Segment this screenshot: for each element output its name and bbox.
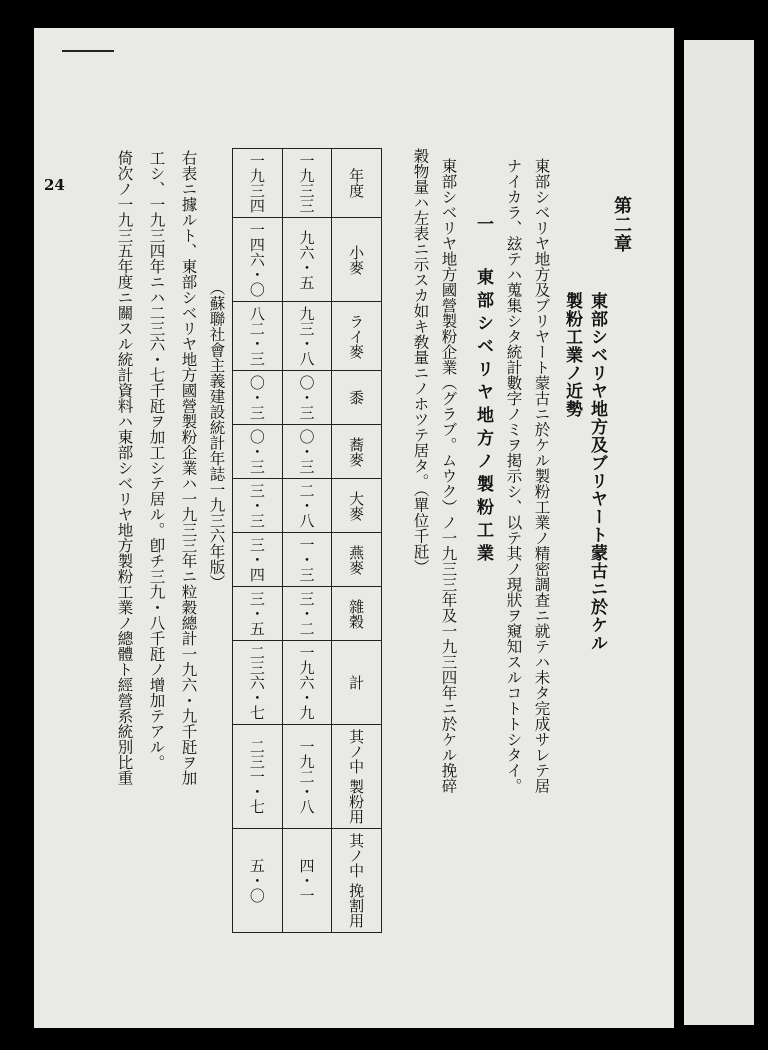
table-cell: 九三・八 — [282, 302, 332, 371]
table-header-cell: 蕎麥 — [332, 425, 382, 479]
table-cell: 一九三四 — [233, 149, 283, 218]
table-cell: 〇・三 — [233, 371, 283, 425]
table-header-cell: 雜穀 — [332, 587, 382, 641]
table-cell: 三・三 — [233, 479, 283, 533]
table-header-cell: ライ麥 — [332, 302, 382, 371]
table-cell: 三・二 — [282, 587, 332, 641]
table-header-row — [332, 149, 382, 933]
intro-line-1: 東部シベリヤ地方及ブリヤート蒙古ニ於ケル製粉工業ノ精密調査ニ就テハ未タ完成サレテ居 — [532, 158, 551, 794]
table-cell: 八二・三 — [233, 302, 283, 371]
table-cell: 三・五 — [233, 587, 283, 641]
header-rule — [62, 50, 114, 52]
table-cell: 二・八 — [282, 479, 332, 533]
table-header-cell: 小麥 — [332, 218, 382, 302]
table-row — [282, 149, 332, 933]
source-note: （蘇聯社會主義建設統計年誌一九三六年版） — [207, 280, 226, 590]
adjacent-page-edge — [684, 40, 754, 1025]
closing-line-3: 倚次ノ一九三五年度ニ關スル統計資料ハ東部シベリヤ地方製粉工業ノ總體ト經營系統別比重 — [115, 150, 134, 786]
table-header-cell: 大麥 — [332, 479, 382, 533]
statistics-table — [232, 148, 382, 933]
page-number: 24 — [44, 176, 65, 194]
table-cell: 五・〇 — [233, 828, 283, 932]
table-cell: 一九二・八 — [282, 725, 332, 829]
section-title: 東部シベリヤ地方ノ製粉工業 — [473, 268, 493, 567]
table-row — [233, 149, 283, 933]
body-line-1: 東部シベリヤ地方國營製粉企業（グラブ。ムウク）ノ一九三三年及一九三四年ニ於ケル挽碎 — [439, 158, 458, 794]
table-header-cell: 其ノ中 挽割用 — [332, 828, 382, 932]
table-cell: 一・三 — [282, 533, 332, 587]
closing-line-1: 右表ニ據ルト、東部シベリヤ地方國營製粉企業ハ一九三三年ニ粒穀總計一九六・九千瓩ヲ加 — [179, 150, 198, 786]
chapter-title-line1: 東部シベリヤ地方及ブリヤート蒙古ニ於ケル — [587, 292, 607, 652]
table-cell: 九六・五 — [282, 218, 332, 302]
table-header-cell: 年度 — [332, 149, 382, 218]
table-cell: 〇・三 — [282, 371, 332, 425]
closing-line-2: 工シ、一九三四年ニハ二三六・七千瓩ヲ加工シテ居ル。卽チ三九・八千瓩ノ增加テアル。 — [147, 150, 166, 770]
table-cell: 〇・三 — [233, 425, 283, 479]
intro-line-2: ナイカラ、玆テハ蒐集シタ統計數字ノミヲ掲示シ、以テ其ノ現狀ヲ窺知スルコトトシタイ。 — [504, 158, 523, 794]
table-header-cell: 燕麥 — [332, 533, 382, 587]
table-header-cell: 計 — [332, 641, 382, 725]
table-cell: 一四六・〇 — [233, 218, 283, 302]
table-cell: 一九六・九 — [282, 641, 332, 725]
chapter-title-line2: 製粉工業ノ近勢 — [562, 292, 582, 418]
table-cell: 一九三三 — [282, 149, 332, 218]
table-cell: 〇・三 — [282, 425, 332, 479]
table-cell: 四・一 — [282, 828, 332, 932]
table-header-cell: 黍 — [332, 371, 382, 425]
table-cell: 二三六・七 — [233, 641, 283, 725]
table-cell: 三・四 — [233, 533, 283, 587]
body-line-2: 穀物量ハ左表ニ示スカ如キ敎量ニノホツテ居タ。（單位千瓩） — [411, 148, 430, 575]
table-cell: 二三一・七 — [233, 725, 283, 829]
table-header-cell: 其ノ中 製粉用 — [332, 725, 382, 829]
section-number: 一 — [473, 215, 493, 233]
chapter-heading: 第二章 — [611, 196, 632, 253]
